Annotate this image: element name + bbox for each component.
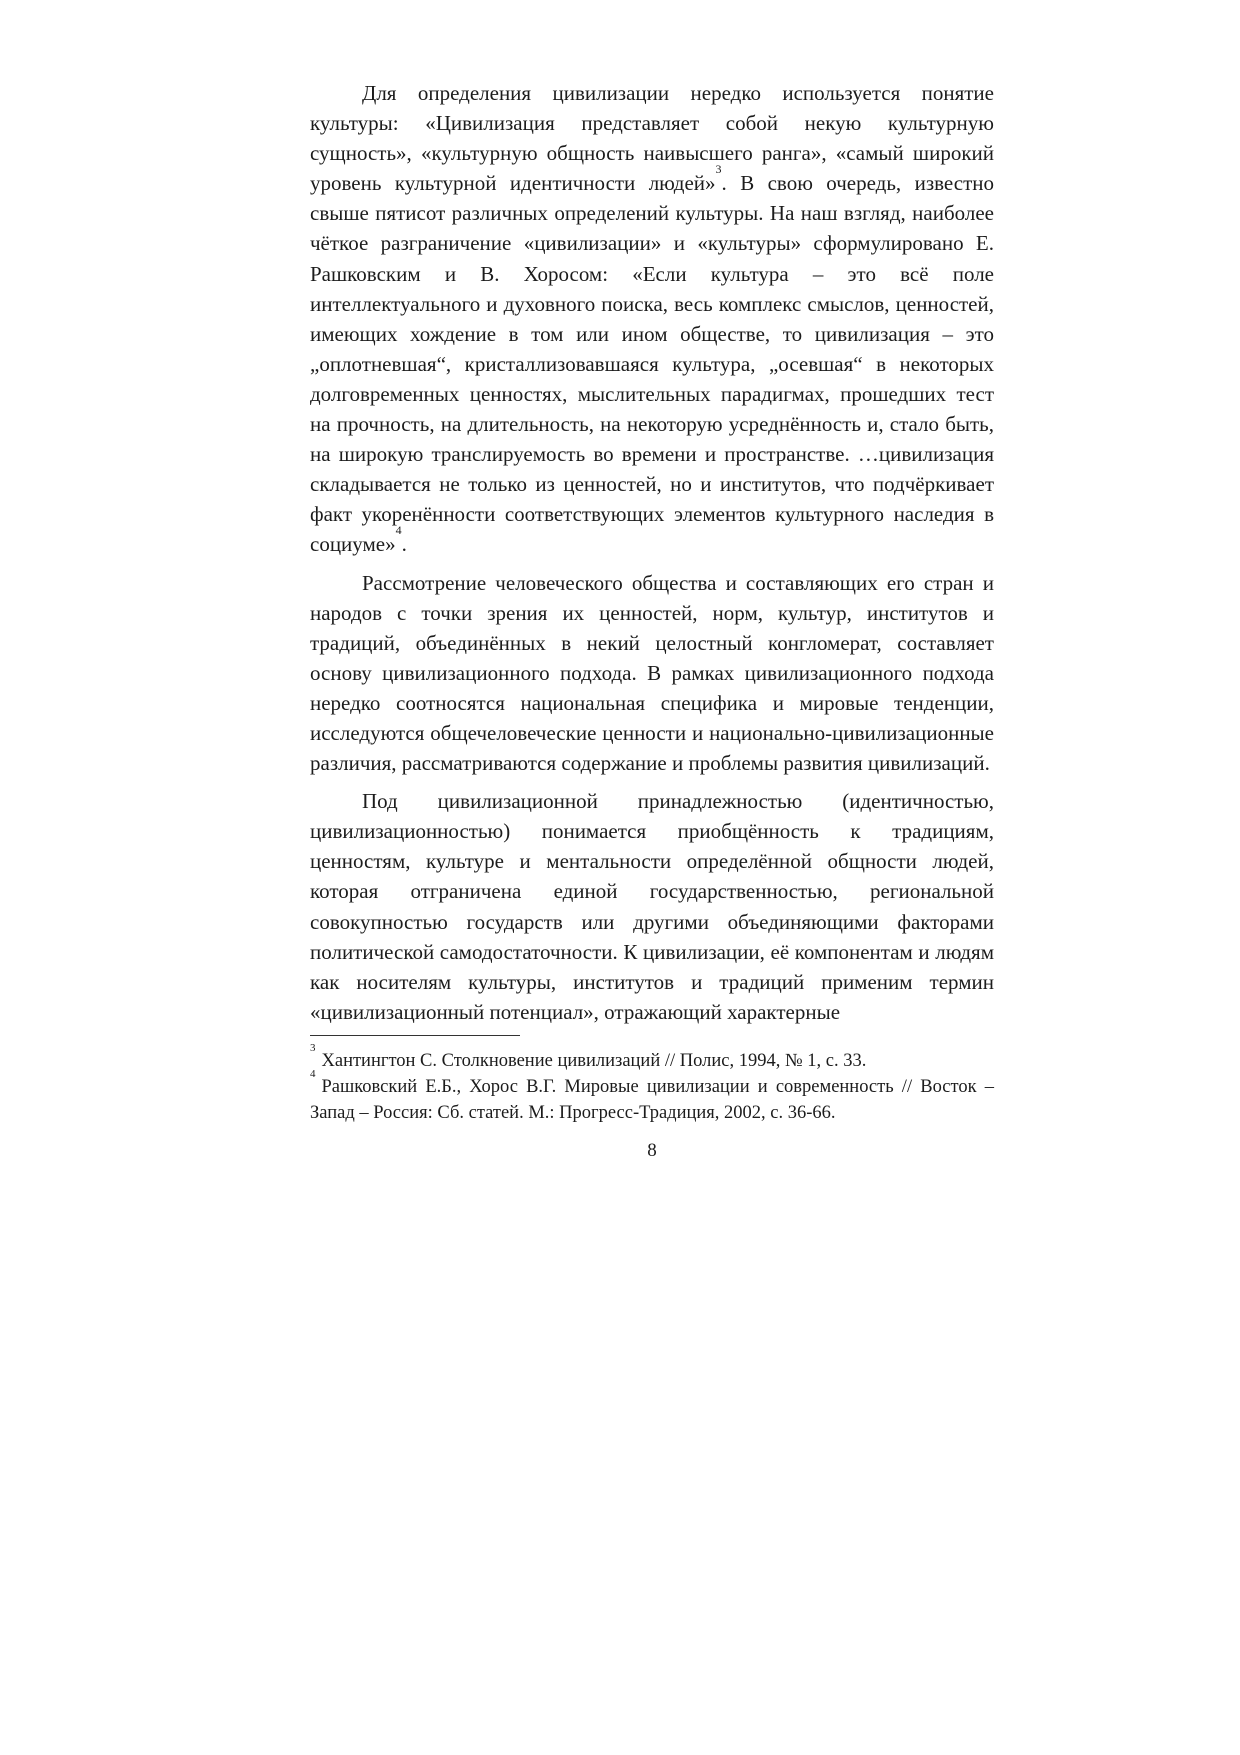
page-number: 8 [647, 1139, 657, 1161]
footnote-3-mark: 3 [310, 1041, 316, 1054]
paragraph-1-text-c: . [401, 532, 407, 557]
footnote-ref-4[interactable]: 4 [395, 523, 402, 538]
footnote-divider [310, 1035, 520, 1036]
paragraph-1-text-b: . В свою очередь, известно свыше пятисот различных определений культуры. На наш взгляд, наиболее чёткое разграничение «цивилизации» и «культуры» сформулировано Е. Рашковским и В. Хоросом: «Если культура – это всё поле интеллектуального и духовного поиска, весь комплекс смыслов, ценностей, имеющих хождение в том или ином обществе, то цивилизация – это „оплотневшая“, кристаллизовавшаяся культура, „осевшая“ в некоторых долговременных ценностях, мыслительных парадигмах, прошедших тест на прочность, на длительность, на некоторую усреднённость и, стало быть, на широкую транслируемость во времени и пространстве. …цивилизация складывается не только из ценностей, но и институтов, что подчёркивает факт укоренённости соответствующих элементов культурного наследия в социуме» [310, 171, 994, 557]
footnote-4-mark: 4 [310, 1067, 316, 1080]
body-paragraph-1 [310, 78, 994, 560]
footnote-3-text: Хантингтон С. Столкновение цивилизаций // Полис, 1994, № 1, с. 33. [321, 1050, 867, 1071]
body-paragraph-2: Рассмотрение человеческого общества и составляющих его стран и народов с точки зрения их ценностей, норм, культур, институтов и традиций, объединённых в некий целостный конгломерат, составляет основу цивилизационного подхода. В рамках цивилизационного подхода нередко соотносятся национальная специфика и мировые тенденции, исследуются общечеловеческие ценности и национально-цивилизационные различия, рассматриваются содержание и проблемы развития цивилизаций. [310, 570, 994, 776]
body-paragraph-3: Под цивилизационной принадлежностью (идентичностью, цивилизационностью) понимается приобщённость к традициям, ценностям, культуре и ментальности определённой общности людей, которая отграничена единой государственностью, региональной совокупностью государств или другими объединяющими факторами политической самодостаточности. К цивилизации, её компонентам и людям как носителям культуры, институтов и традиций применим термин «цивилизационный потенциал», отражающий характерные [310, 789, 994, 1024]
paragraph-1-text-a: Для определения цивилизации нередко используется понятие культуры: «Цивилизация представляет собой некую культурную сущность», «культурную общность наивысшего ранга», «самый широкий уровень культурной идентичности людей» [310, 81, 994, 196]
footnote-3 [310, 1041, 994, 1074]
footnote-4-text: Рашковский Е.Б., Хорос В.Г. Мировые цивилизации и современность // Восток – Запад – Россия: Сб. статей. М.: Прогресс-Традиция, 2002, с. 36-66. [310, 1076, 994, 1123]
book-page [310, 78, 994, 1166]
footnote-ref-3[interactable]: 3 [715, 162, 722, 177]
footnote-4 [310, 1067, 994, 1126]
